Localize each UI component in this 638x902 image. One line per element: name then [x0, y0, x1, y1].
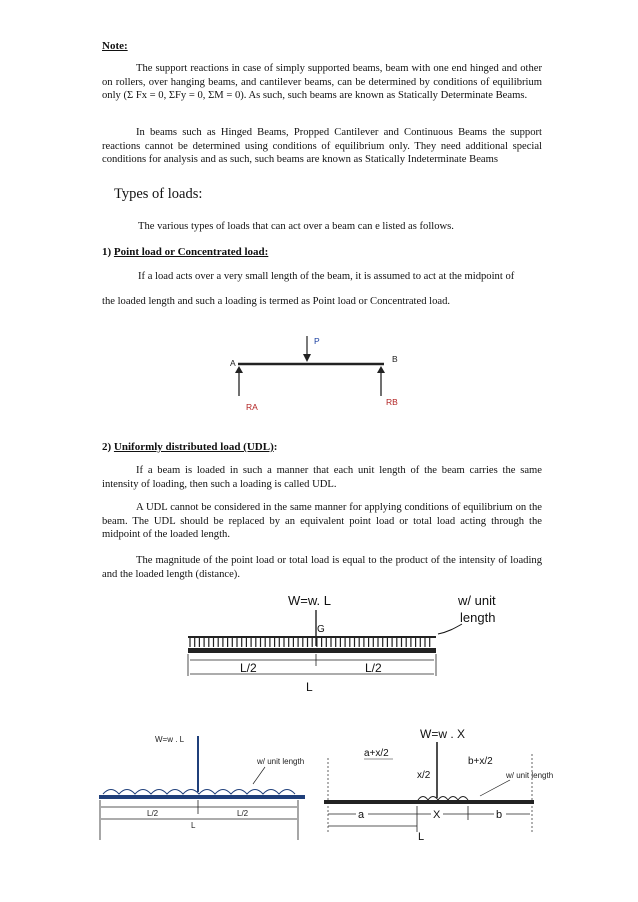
load-label: P [314, 336, 320, 346]
udl-diagram-full [180, 588, 540, 698]
half-x-label: x/2 [417, 770, 431, 781]
intensity-label: w/ unit length [257, 757, 305, 766]
beam [324, 800, 534, 804]
x-length-label: X [433, 809, 441, 821]
intensity-pointer [253, 767, 265, 784]
intensity-label: w/ unit [458, 593, 496, 608]
udl-diagram-partial [320, 722, 554, 852]
total-length-label: L [191, 821, 196, 830]
reaction-a-arrowhead [235, 366, 243, 373]
half-left-label: L/2 [147, 809, 159, 818]
b-offset-label: b+x/2 [468, 756, 493, 767]
total-load-label: W=w. L [288, 593, 331, 608]
total-load-label: W=w . L [155, 735, 185, 744]
distributed-load-arrows [190, 638, 430, 647]
total-load-label: W=w . X [420, 727, 466, 741]
load-arrowhead [303, 354, 311, 362]
note-title: Note: [102, 40, 128, 52]
udl-arches [418, 797, 468, 801]
types-of-loads-intro: The various types of loads that can act over a beam can e listed as follows. [138, 221, 454, 232]
udl-paragraph-3: The magnitude of the point load or total load is equal to the product of the intensity of loading and the loaded length (distance). [102, 555, 542, 580]
udl-diagram-arched [95, 722, 315, 842]
a-offset-label: a+x/2 [364, 748, 389, 759]
intensity-pointer [480, 780, 510, 796]
udl-paragraph-2: A UDL cannot be considered in the same manner for applying conditions of equilibrium on the beam. The UDL should be replaced by an equivalent point load or total load acting through the midpoint of the loaded length. [102, 502, 542, 541]
udl-heading [102, 441, 277, 453]
half-left-label: L/2 [240, 661, 257, 675]
udl-heading-number: 2) [102, 441, 112, 453]
udl-top-line [188, 636, 436, 638]
udl-heading-text: Uniformly distributed load (UDL) [113, 441, 274, 453]
reaction-b-arrowhead [377, 366, 385, 373]
half-right-label: L/2 [365, 661, 382, 675]
point-load-heading-number: 1) [102, 246, 112, 258]
support-a-label: A [230, 358, 236, 368]
note-paragraph-2: In beams such as Hinged Beams, Propped Cantilever and Continuous Beams the support reactions cannot be determined using conditions of equilibrium only. They need additional special conditions for analysis and as such, such beams are known as Statically Indeterminate Beams [102, 127, 542, 166]
a-length-label: a [358, 809, 365, 821]
centroid-label: G [317, 624, 325, 635]
beam [188, 648, 436, 653]
half-right-label: L/2 [237, 809, 249, 818]
point-load-diagram [220, 330, 420, 420]
intensity-label-line-2: length [460, 610, 496, 625]
reaction-a-label: RA [246, 402, 258, 412]
note-paragraph-1: The support reactions in case of simply supported beams, beam with one end hinged and other on rollers, over hanging beams, and cantilever beams, can be determined by conditions of equilibrium only (Σ Fx = 0, ΣFy = 0, ΣM = 0). As such, such beams are known as Statically Determinate Beams. [102, 63, 542, 102]
intensity-label: w/ unit length [506, 771, 554, 780]
udl-heading-colon: : [273, 441, 278, 453]
total-length-label: L [306, 680, 313, 694]
intensity-pointer [438, 624, 462, 634]
total-length-label: L [418, 831, 425, 843]
point-load-heading [102, 246, 268, 258]
reaction-b-label: RB [386, 397, 398, 407]
types-of-loads-title: Types of loads: [114, 186, 203, 202]
udl-paragraph-1: If a beam is loaded in such a manner that each unit length of the beam carries the same intensity of loading, then such a loading is called UDL. [102, 465, 542, 490]
support-b-label: B [392, 354, 398, 364]
point-load-paragraph-line-2: the loaded length and such a loading is termed as Point load or Concentrated load. [102, 296, 451, 307]
b-length-label: b [496, 809, 503, 821]
point-load-heading-text: Point load or Concentrated load: [113, 246, 269, 258]
point-load-paragraph-line-1: If a load acts over a very small length of the beam, it is assumed to act at the midpoint of [138, 271, 515, 282]
beam [99, 795, 305, 799]
